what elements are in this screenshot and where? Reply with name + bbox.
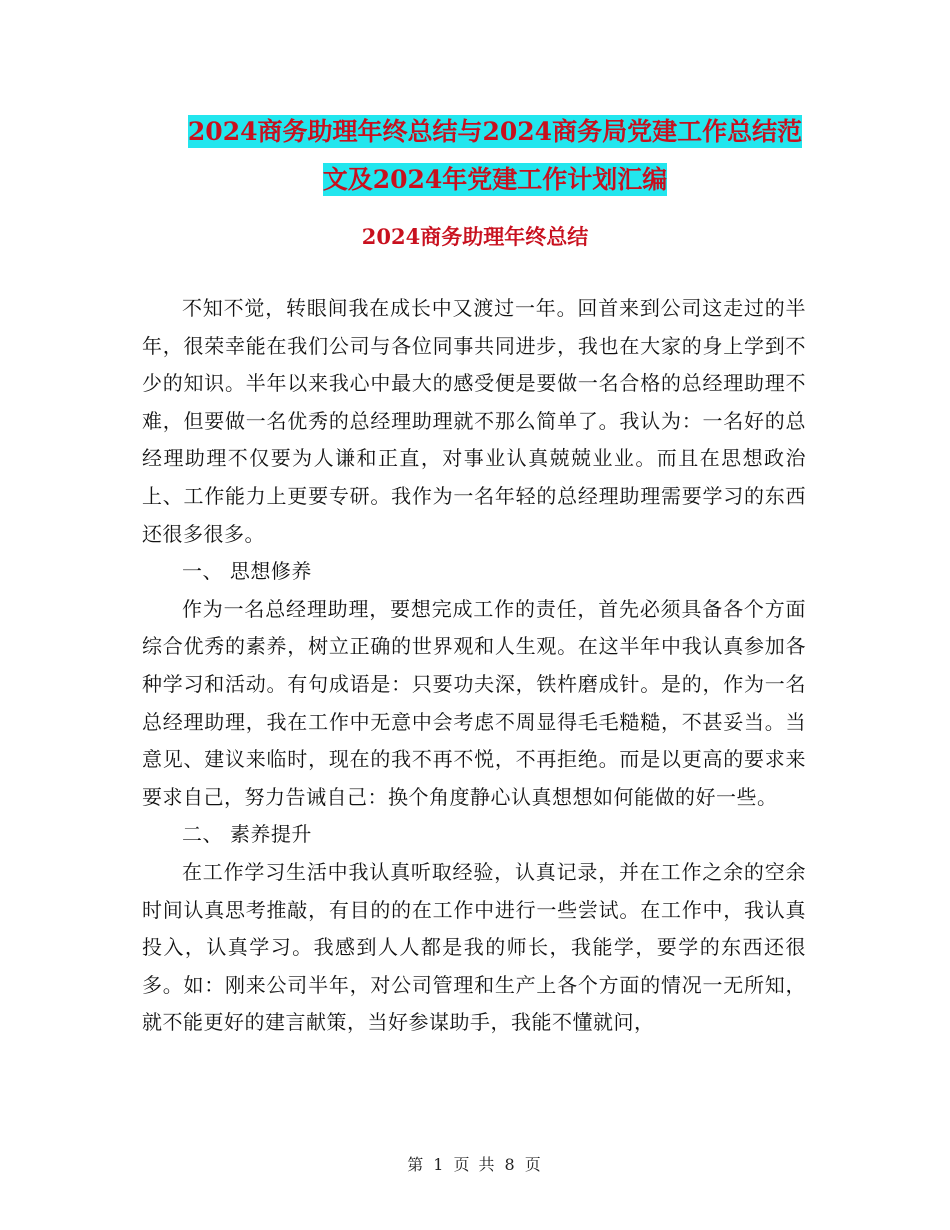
document-title [140, 108, 850, 204]
footer-page-number: 1 [433, 1155, 446, 1174]
document-title-line-1: 2024商务助理年终总结与2024商务局党建工作总结范 [187, 117, 803, 146]
footer-prefix: 第 [407, 1155, 426, 1174]
footer-mid: 页 共 [453, 1155, 497, 1174]
document-title-line-2: 文及2024年党建工作计划汇编 [322, 165, 668, 194]
document-body [142, 290, 806, 1042]
paragraph: 作为一名总经理助理，要想完成工作的责任，首先必须具备各个方面综合优秀的素养，树立正确的世界观和人生观。在这半年中我认真参加各种学习和活动。有句成语是：只要功夫深，铁杵磨成针。是的，作为一名总经理助理，我在工作中无意中会考虑不周显得毛毛糙糙，不甚妥当。当意见、建议来临时，现在的我不再不悦，不再拒绝。而是以更高的要求来要求自己，努力告诫自己：换个角度静心认真想想如何能做的好一些。 [142, 596, 806, 809]
paragraph: 在工作学习生活中我认真听取经验，认真记录，并在工作之余的空余时间认真思考推敲，有目的的在工作中进行一些尝试。在工作中，我认真投入，认真学习。我感到人人都是我的师长，我能学，要学的东西还很多。如：刚来公司半年，对公司管理和生产上各个方面的情况一无所知，就不能更好的建言献策，当好参谋助手，我能不懂就问， [142, 859, 806, 1035]
page-footer [0, 1152, 950, 1175]
footer-suffix: 页 [524, 1155, 543, 1174]
footer-total-pages: 8 [504, 1155, 517, 1174]
section-title: 2024商务助理年终总结 [361, 224, 589, 249]
paragraph: 不知不觉，转眼间我在成长中又渡过一年。回首来到公司这走过的半年，很荣幸能在我们公司与各位同事共同进步，我也在大家的身上学到不少的知识。半年以来我心中最大的感受便是要做一名合格的总经理助理不难，但要做一名优秀的总经理助理就不那么简单了。我认为：一名好的总经理助理不仅要为人谦和正直，对事业认真兢兢业业。而且在思想政治上、工作能力上更要专研。我作为一名年轻的总经理助理需要学习的东西还很多很多。 [142, 296, 806, 546]
subheading-thought-cultivation: 一、 思想修养 [182, 559, 312, 584]
subheading-quality-improvement: 二、 素养提升 [182, 822, 312, 847]
